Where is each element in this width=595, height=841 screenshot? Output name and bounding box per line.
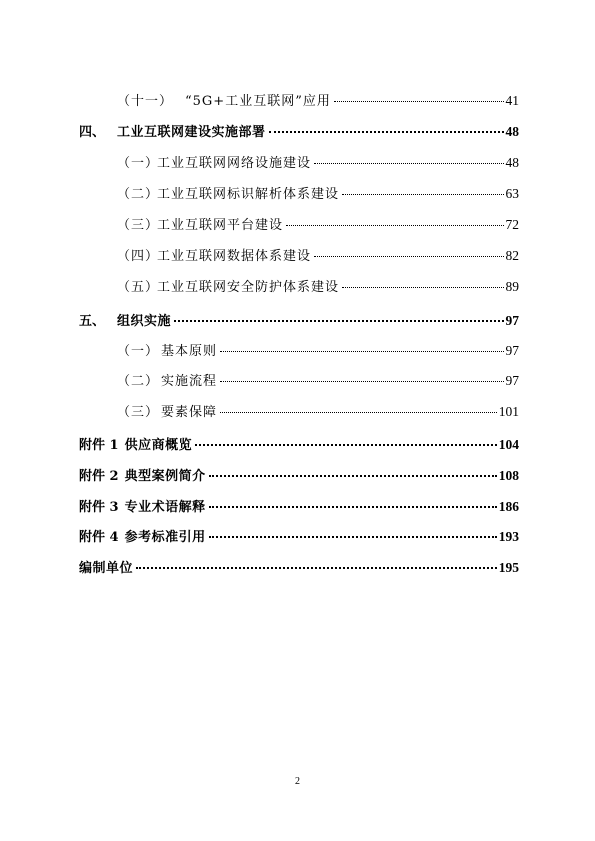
toc-entry-title: 工业互联网网络设施建设 [157,156,312,171]
dot-leader [209,536,497,538]
toc-entry-number: （三） [117,405,160,420]
toc-entry-page: 48 [505,124,519,139]
toc-entry [79,122,519,142]
dot-leader [334,101,504,102]
toc-entry [79,527,519,547]
toc-entry-page: 97 [505,343,519,358]
toc-entry-title: 实施流程 [161,374,218,389]
dot-leader [342,287,503,288]
toc-entry-title: 工业互联网数据体系建设 [157,249,312,264]
toc-entry [79,497,519,517]
toc-entry-number: 四、 [79,125,106,140]
toc-entry-number: （十一） [117,94,174,109]
toc-entry-page: 97 [505,373,519,388]
dot-leader [220,381,503,382]
toc-entry [79,435,519,455]
toc-entry-number: （一） [117,156,160,171]
toc-entry-page: 104 [498,437,519,452]
toc-entry-title: 专业术语解释 [124,500,206,515]
toc-entry-title: 编制单位 [79,561,134,576]
toc-entry-page: 193 [498,529,519,544]
toc-entry-title: 典型案例简介 [124,469,206,484]
toc-entry [79,311,519,331]
toc-entry-title: 工业互联网建设实施部署 [117,125,266,140]
toc-entry-number: （五） [117,280,160,295]
dot-leader [209,475,497,477]
toc-entry-page: 195 [498,560,519,575]
dot-leader [136,567,497,569]
toc-entry-title: 参考标准引用 [124,530,206,545]
toc-entry-title: 组织实施 [117,314,172,329]
toc-entry-page: 48 [505,155,519,170]
toc-entry-page: 63 [505,186,519,201]
toc-entry-title: 工业互联网平台建设 [157,218,284,233]
toc-entry [117,371,519,391]
toc-entry [117,215,519,235]
toc-entry-number: （二） [117,374,160,389]
toc-entry-page: 108 [498,468,519,483]
toc-entry [79,558,519,578]
toc-entry-title: 工业互联网标识解析体系建设 [157,187,340,202]
toc-entry [117,184,519,204]
toc-entry-number: 五、 [79,314,106,329]
toc-entry-page: 82 [505,248,519,263]
toc-entry-number: 附件 1 [79,438,119,453]
toc-entry-page: 41 [505,93,519,108]
toc-entry-page: 72 [505,217,519,232]
dot-leader [314,163,503,164]
toc-entry-page: 97 [505,313,519,328]
toc-entry-page: 101 [498,404,519,419]
dot-leader [342,194,503,195]
toc-entry [79,466,519,486]
toc-entry-number: 附件 4 [79,530,119,545]
toc-entry [117,91,519,111]
dot-leader [314,256,503,257]
dot-leader [220,351,503,352]
toc-entry [117,246,519,266]
toc-entry [117,153,519,173]
toc-entry-title: 基本原则 [161,344,218,359]
toc-entry-page: 89 [505,279,519,294]
toc-entry-number: （三） [117,218,160,233]
toc-entry-title: 供应商概览 [124,438,193,453]
toc-entry-page: 186 [498,499,519,514]
toc-entry-number: 附件 3 [79,500,119,515]
toc-entry-number: （四） [117,249,160,264]
toc-entry-number: 附件 2 [79,469,119,484]
dot-leader [195,444,497,446]
dot-leader [220,412,497,413]
toc-entry-title: 工业互联网安全防护体系建设 [157,280,340,295]
toc-entry [117,277,519,297]
page-number: 2 [295,776,300,787]
toc-entry [117,402,519,422]
toc-entry-number: （二） [117,187,160,202]
dot-leader [286,225,503,226]
dot-leader [269,131,504,133]
dot-leader [209,506,497,508]
toc-entry-number: （一） [117,344,160,359]
toc-entry-title: 要素保障 [161,405,218,420]
dot-leader [174,320,503,322]
toc-entry [117,341,519,361]
toc-entry-title: “5G+工业互联网”应用 [185,94,331,109]
